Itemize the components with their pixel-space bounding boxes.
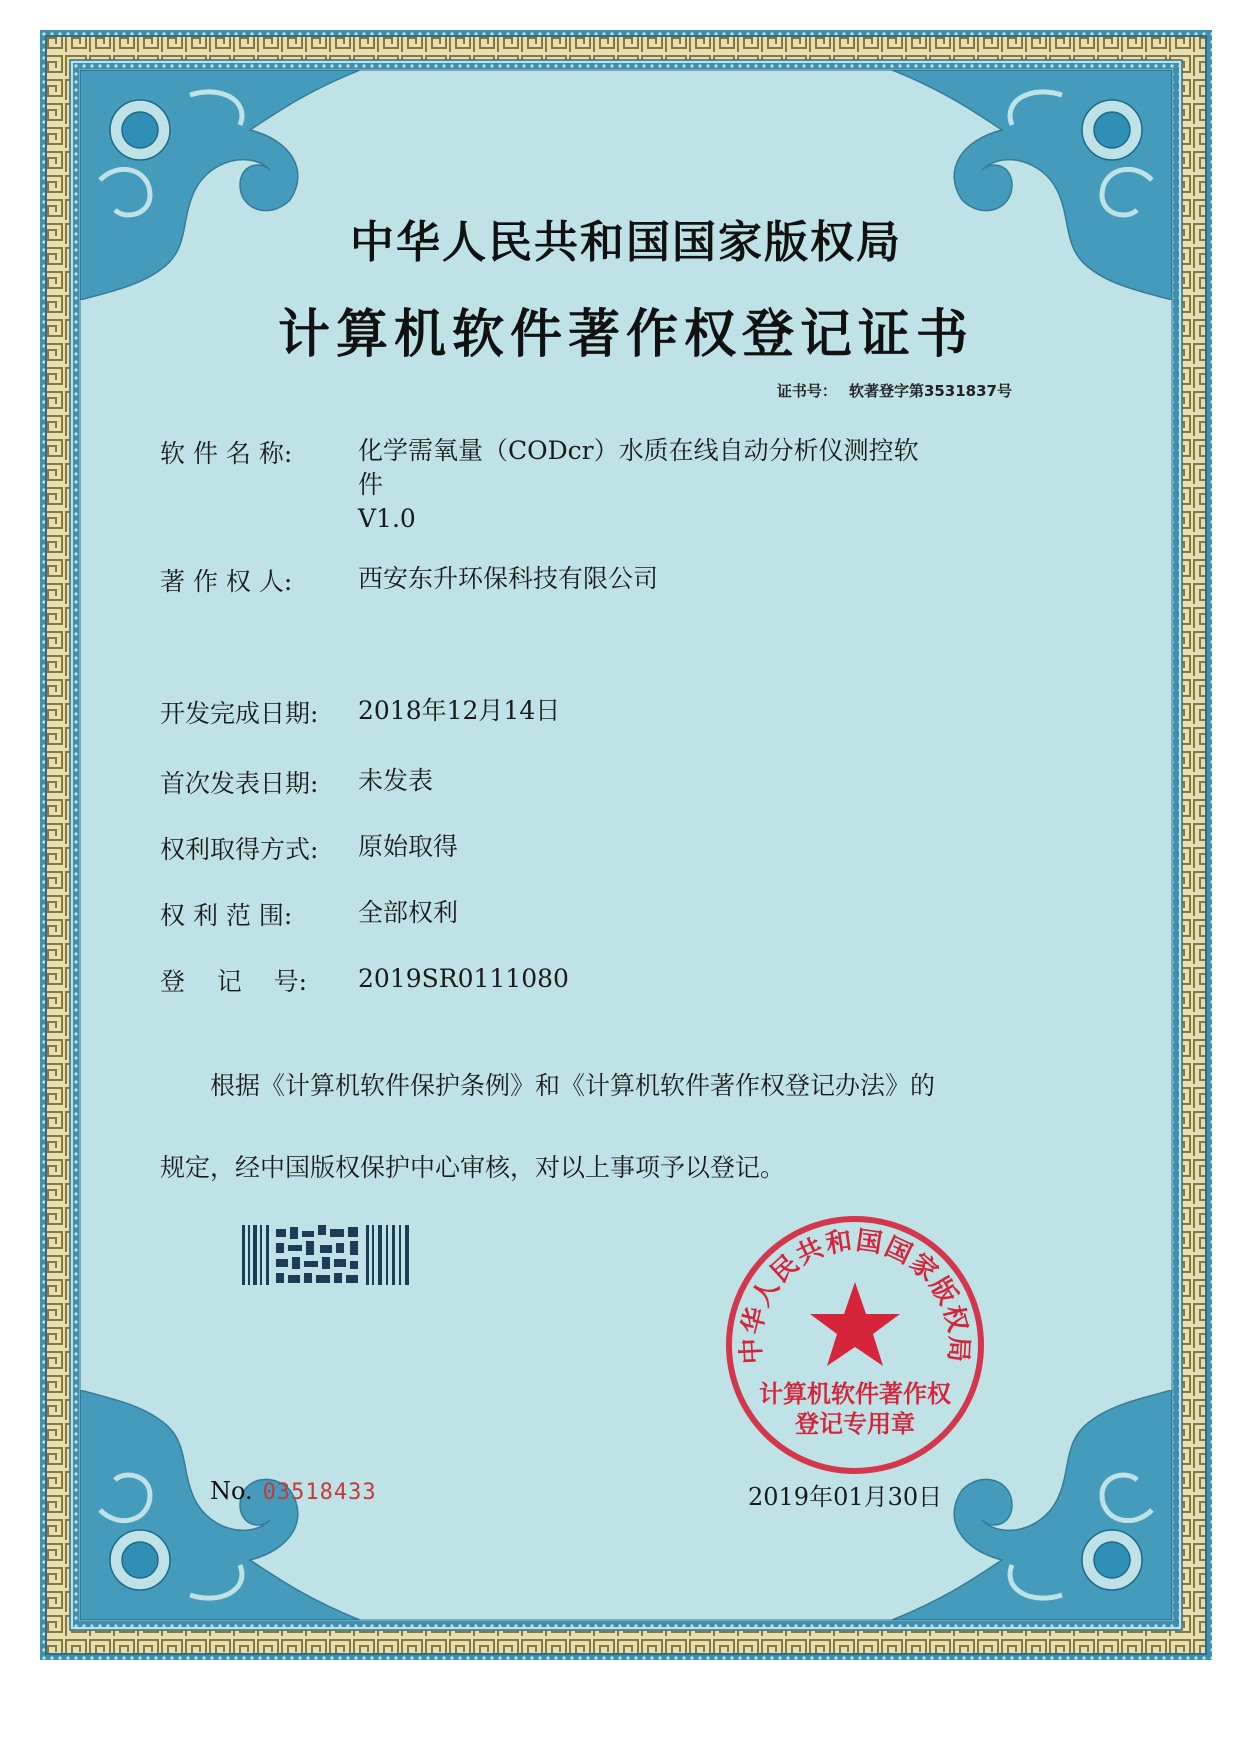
registration-no-label: 登 记 号: (160, 967, 307, 996)
serial-value: 03518433 (262, 1480, 377, 1505)
registration-no-value: 2019SR0111080 (358, 964, 569, 993)
acquisition-method-label: 权利取得方式: (160, 835, 319, 864)
serial-label: No. (210, 1477, 253, 1505)
first-publication-label: 首次发表日期: (160, 769, 319, 798)
certificate-number-value: 软著登字第3531837号 (848, 382, 1012, 400)
certificate-number-label: 证书号： (776, 382, 837, 400)
software-name-label: 软 件 名 称: (160, 439, 293, 468)
completion-date-value: 2018年12月14日 (358, 696, 561, 725)
certificate-title: 计算机软件著作权登记证书 (277, 305, 974, 365)
software-name-line1: 化学需氧量（CODcr）水质在线自动分析仪测控软 (358, 436, 919, 465)
issue-date: 2019年01月30日 (748, 1483, 943, 1511)
statement-line2: 规定，经中国版权保护中心审核，对以上事项予以登记。 (160, 1153, 786, 1182)
software-name-value (358, 434, 1008, 536)
corner-ornament-bottom-left (80, 1390, 360, 1620)
software-name-line2: 件 (358, 470, 384, 499)
rights-scope-label: 权 利 范 围: (160, 901, 293, 930)
completion-date-label: 开发完成日期: (160, 699, 319, 728)
seal-star (810, 1282, 900, 1366)
statement-line1: 根据《计算机软件保护条例》和《计算机软件著作权登记办法》的 (210, 1071, 936, 1100)
copyright-owner-value: 西安东升环保科技有限公司 (358, 564, 659, 593)
rights-scope-value: 全部权利 (358, 898, 459, 927)
software-version: V1.0 (358, 504, 416, 533)
first-publication-value: 未发表 (358, 766, 434, 795)
official-seal (720, 1210, 990, 1480)
certificate-number (777, 380, 1012, 401)
seal-outer-text: 中华人民共和国国家版权局 (736, 1225, 974, 1365)
issuer-title: 中华人民共和国国家版权局 (350, 217, 902, 268)
barcode-image (242, 1225, 412, 1285)
seal-inner-line1: 计算机软件著作权 (759, 1380, 951, 1408)
acquisition-method-value: 原始取得 (358, 832, 459, 861)
serial-number (210, 1477, 377, 1505)
seal-inner-line2: 登记专用章 (795, 1410, 915, 1438)
certificate-sheet (40, 30, 1212, 1660)
copyright-owner-label: 著 作 权 人: (160, 567, 293, 596)
